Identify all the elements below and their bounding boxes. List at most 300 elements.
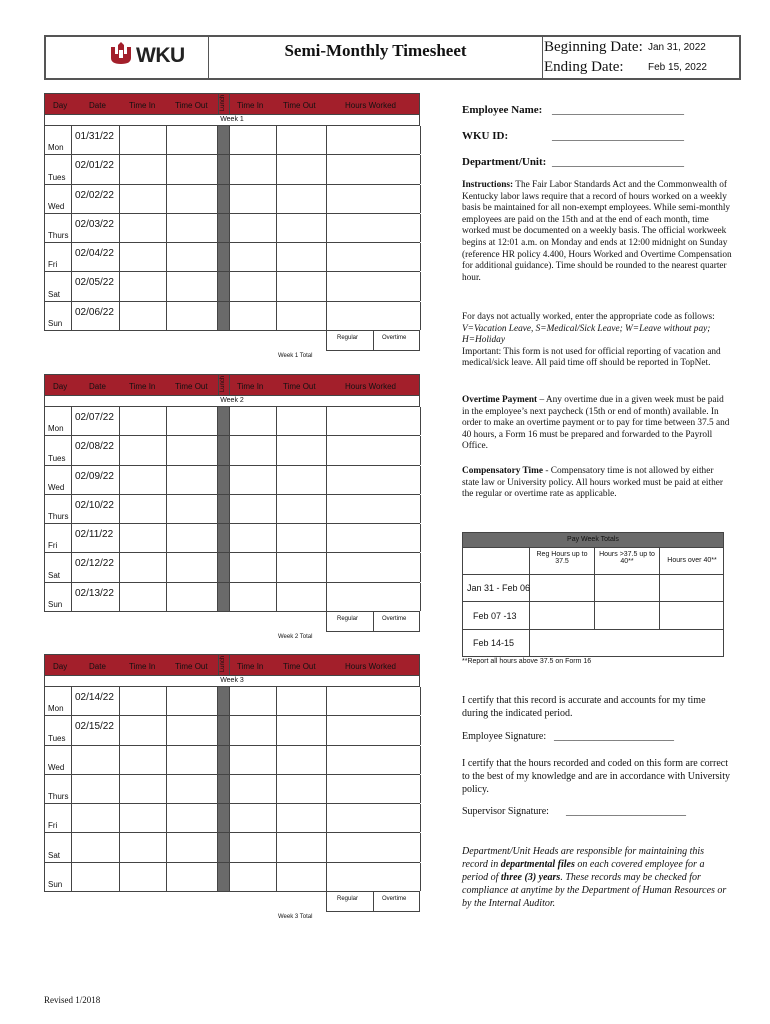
overtime-body: – Any overtime due in a given week must be paid in the employee’s next paycheck (15th or end of month) available. In order to make an overtime payment or to pay for time between 37.5 and 40 hours, a Form 16 must be prepared and forwarded to the Payroll Office. — [462, 395, 730, 452]
lunch-cell[interactable] — [218, 804, 230, 832]
day-name: Sat — [48, 850, 61, 860]
time-cell[interactable] — [167, 495, 218, 523]
lunch-cell[interactable] — [218, 553, 230, 581]
pay-totals-title: Pay Week Totals — [463, 533, 723, 547]
wku-logo — [110, 42, 190, 72]
time-cell[interactable] — [230, 243, 277, 271]
lunch-cell[interactable] — [218, 302, 230, 330]
week-total-label: Week 2 Total — [278, 634, 313, 641]
time-cell[interactable] — [230, 804, 277, 832]
time-cell[interactable] — [167, 716, 218, 744]
time-cell[interactable] — [167, 126, 218, 154]
time-cell[interactable] — [327, 833, 421, 861]
day-name: Thurs — [48, 231, 69, 241]
overtime-text — [462, 395, 732, 453]
time-cell[interactable] — [167, 775, 218, 803]
week-grid — [44, 407, 420, 612]
time-cell[interactable] — [230, 524, 277, 552]
time-cell[interactable] — [327, 583, 421, 611]
lunch-cell[interactable] — [218, 495, 230, 523]
retention-text-1: Department/Unit Heads are responsible for maintaining this record in — [462, 846, 705, 870]
department-label: Department/Unit: — [462, 156, 547, 168]
instructions-text — [462, 180, 732, 284]
day-name: Mon — [48, 704, 64, 714]
column-header-time-out2: Time Out — [283, 382, 316, 391]
day-row — [45, 155, 420, 184]
week-3-table — [44, 654, 420, 924]
time-cell[interactable] — [277, 407, 327, 435]
time-cell[interactable] — [120, 302, 167, 330]
day-row — [45, 775, 420, 804]
employee-name-label: Employee Name: — [462, 104, 543, 116]
column-header-time-out: Time Out — [175, 101, 208, 110]
time-cell[interactable] — [120, 214, 167, 242]
lunch-cell[interactable] — [218, 716, 230, 744]
day-name: Sun — [48, 319, 63, 329]
row-date[interactable]: 02/04/22 — [75, 248, 114, 260]
time-cell[interactable] — [230, 553, 277, 581]
column-header-hours: Hours Worked — [345, 382, 396, 391]
lunch-column-header — [218, 375, 230, 395]
time-cell[interactable] — [327, 466, 421, 494]
day-row — [45, 466, 420, 495]
day-name: Tues — [48, 733, 66, 743]
time-cell[interactable] — [167, 466, 218, 494]
time-cell[interactable] — [327, 775, 421, 803]
column-header-date: Date — [89, 101, 106, 110]
lunch-cell[interactable] — [218, 185, 230, 213]
employee-signature-line[interactable]: ________________________ — [554, 731, 674, 742]
lunch-column-header — [218, 94, 230, 114]
time-cell — [72, 863, 120, 891]
week-2-table — [44, 374, 420, 644]
time-cell[interactable] — [277, 302, 327, 330]
time-cell[interactable] — [277, 524, 327, 552]
time-cell[interactable] — [167, 407, 218, 435]
instructions-body: The Fair Labor Standards Act and the Commonwealth of Kentucky labor laws require that a record of hours worked on a weekly basis be maintained for all non-exempt employees. While semi-monthly employees are paid on the 15th and at the end of each month, time worked must be documented on a weekly basis. The official workweek begins at 12:01 a.m. on Monday and ends at 12:00 midnight on Sunday (reference HR policy 4.400, Hours Worked and Overtime Compensation for additional guidance). Time should be rounded to the nearest quarter hour. — [462, 180, 732, 283]
time-cell[interactable] — [327, 746, 421, 774]
time-cell[interactable] — [120, 495, 167, 523]
day-name: Fri — [48, 541, 58, 551]
time-cell[interactable] — [167, 553, 218, 581]
lunch-cell[interactable] — [218, 524, 230, 552]
pay-col-over: Hours over 40** — [667, 557, 717, 564]
column-header-date: Date — [89, 382, 106, 391]
week-total-section — [44, 612, 420, 644]
week-1-table — [44, 93, 420, 363]
time-cell[interactable] — [120, 524, 167, 552]
time-cell[interactable] — [230, 272, 277, 300]
day-row — [45, 185, 420, 214]
time-cell[interactable] — [327, 863, 421, 891]
time-cell[interactable] — [230, 214, 277, 242]
lunch-label: Lunch — [220, 375, 227, 393]
time-cell[interactable] — [120, 746, 167, 774]
time-cell[interactable] — [230, 833, 277, 861]
time-cell[interactable] — [230, 716, 277, 744]
pay-row-2[interactable] — [463, 601, 723, 629]
regular-label: Regular — [337, 335, 359, 342]
row-date[interactable]: 02/11/22 — [75, 529, 114, 541]
week-total-box[interactable] — [326, 612, 420, 632]
pay-row-label: Feb 07 -13 — [473, 611, 517, 621]
time-cell[interactable] — [230, 746, 277, 774]
codes-intro: For days not actually worked, enter the appropriate code as follows: — [462, 312, 715, 322]
row-date[interactable]: 02/09/22 — [75, 470, 114, 482]
pay-week-totals-table — [462, 532, 724, 657]
day-name: Wed — [48, 762, 65, 772]
column-header-time-out: Time Out — [175, 382, 208, 391]
overtime-label: Overtime — [382, 616, 407, 623]
week-total-label: Week 1 Total — [278, 353, 313, 360]
time-cell[interactable] — [167, 804, 218, 832]
row-date[interactable]: 02/08/22 — [75, 441, 114, 453]
lunch-cell[interactable] — [218, 833, 230, 861]
day-name: Wed — [48, 201, 65, 211]
time-cell[interactable] — [277, 687, 327, 715]
time-cell[interactable] — [120, 804, 167, 832]
time-cell[interactable] — [327, 524, 421, 552]
pay-row-label: Jan 31 - Feb 06 — [467, 583, 531, 593]
week-total-label: Week 3 Total — [278, 914, 313, 921]
column-header-time-in2: Time In — [237, 382, 264, 391]
time-cell[interactable] — [120, 436, 167, 464]
lunch-label: Lunch — [220, 94, 227, 112]
time-cell — [72, 775, 120, 803]
day-name: Fri — [48, 260, 58, 270]
time-cell[interactable] — [277, 272, 327, 300]
beginning-date-value[interactable]: Jan 31, 2022 — [648, 42, 706, 53]
employee-name-field[interactable] — [462, 104, 684, 116]
time-cell[interactable] — [167, 687, 218, 715]
pay-col-mid: Hours >37.5 up to 40** — [599, 551, 655, 565]
column-header-time-in: Time In — [129, 101, 156, 110]
time-cell[interactable] — [327, 553, 421, 581]
day-row — [45, 687, 420, 716]
time-cell[interactable] — [230, 155, 277, 183]
lunch-cell[interactable] — [218, 272, 230, 300]
page-title: Semi-Monthly Timesheet — [208, 37, 543, 78]
lunch-cell[interactable] — [218, 746, 230, 774]
column-header-day: Day — [53, 662, 68, 671]
ending-date-label: Ending Date: — [544, 59, 624, 75]
week-label: Week 2 — [44, 396, 420, 407]
time-cell[interactable] — [277, 716, 327, 744]
ending-date-value[interactable]: Feb 15, 2022 — [648, 62, 707, 73]
row-date[interactable]: 02/06/22 — [75, 306, 114, 318]
row-date[interactable]: 02/07/22 — [75, 412, 114, 423]
time-cell[interactable] — [167, 524, 218, 552]
lunch-cell[interactable] — [218, 687, 230, 715]
time-cell[interactable] — [120, 833, 167, 861]
time-cell[interactable] — [167, 185, 218, 213]
time-cell[interactable] — [120, 466, 167, 494]
lunch-cell[interactable] — [218, 863, 230, 891]
time-cell[interactable] — [327, 302, 421, 330]
time-cell[interactable] — [230, 302, 277, 330]
lunch-cell[interactable] — [218, 243, 230, 271]
time-cell[interactable] — [277, 436, 327, 464]
comp-heading: Compensatory Time — [462, 466, 544, 476]
employee-name-line[interactable]: ________________________ — [552, 104, 684, 116]
time-cell[interactable] — [230, 407, 277, 435]
time-cell[interactable] — [120, 407, 167, 435]
row-date[interactable]: 02/02/22 — [75, 189, 114, 201]
week-header-row — [44, 93, 420, 115]
time-cell[interactable] — [120, 775, 167, 803]
time-cell[interactable] — [327, 495, 421, 523]
pay-row-1[interactable] — [463, 574, 723, 601]
week-header-row — [44, 374, 420, 396]
day-name: Tues — [48, 172, 66, 182]
time-cell[interactable] — [167, 863, 218, 891]
comp-time-text — [462, 466, 732, 501]
employee-signature-field[interactable] — [462, 731, 674, 742]
week-label: Week 1 — [44, 115, 420, 126]
pay-totals-note: **Report all hours above 37.5 on Form 16 — [462, 658, 592, 665]
time-cell[interactable] — [120, 126, 167, 154]
week-total-box[interactable] — [326, 331, 420, 351]
time-cell[interactable] — [327, 687, 421, 715]
lunch-cell[interactable] — [218, 214, 230, 242]
comp-body: - Compensatory time is not allowed by either state law or University policy. All hours worked must be paid at either the regular or overtime rate as applicable. — [462, 466, 723, 500]
week-total-section — [44, 892, 420, 924]
pay-row-3[interactable] — [463, 629, 723, 656]
retention-note — [462, 845, 732, 910]
time-cell[interactable] — [277, 804, 327, 832]
day-row — [45, 863, 420, 892]
time-cell[interactable] — [327, 436, 421, 464]
time-cell[interactable] — [277, 495, 327, 523]
time-cell[interactable] — [120, 185, 167, 213]
time-cell[interactable] — [327, 804, 421, 832]
day-name: Tues — [48, 453, 66, 463]
day-row — [45, 746, 420, 775]
time-cell[interactable] — [120, 863, 167, 891]
day-name: Thurs — [48, 512, 69, 522]
time-cell[interactable] — [167, 272, 218, 300]
week-label: Week 3 — [44, 676, 420, 687]
column-header-hours: Hours Worked — [345, 662, 396, 671]
day-row — [45, 524, 420, 553]
row-date[interactable]: 02/05/22 — [75, 277, 114, 289]
supervisor-signature-field[interactable] — [462, 806, 686, 817]
lunch-cell[interactable] — [218, 155, 230, 183]
time-cell[interactable] — [277, 126, 327, 154]
time-cell[interactable] — [167, 214, 218, 242]
lunch-cell[interactable] — [218, 583, 230, 611]
time-cell[interactable] — [277, 466, 327, 494]
regular-label: Regular — [337, 896, 359, 903]
lunch-cell[interactable] — [218, 775, 230, 803]
retention-text-3: . These records may be checked for compliance at anytime by the Department of Human Resources or by the Internal Auditor. — [462, 872, 727, 909]
day-row — [45, 302, 420, 331]
time-cell[interactable] — [120, 272, 167, 300]
column-header-date: Date — [89, 662, 106, 671]
codes-list: V=Vacation Leave, S=Medical/Sick Leave; W=Leave without pay; H=Holiday — [462, 323, 711, 346]
department-line[interactable]: ________________________ — [552, 156, 684, 168]
time-cell[interactable] — [277, 583, 327, 611]
revised-footer: Revised 1/2018 — [44, 995, 101, 1005]
day-name: Fri — [48, 821, 58, 831]
time-cell[interactable] — [167, 155, 218, 183]
time-cell[interactable] — [327, 407, 421, 435]
supervisor-signature-line[interactable]: ________________________ — [566, 806, 686, 817]
wku-cupola-icon — [110, 42, 132, 66]
time-cell — [72, 746, 120, 774]
time-cell[interactable] — [277, 553, 327, 581]
pay-col-reg: Reg Hours up to 37.5 — [536, 551, 588, 565]
day-name: Sat — [48, 289, 61, 299]
row-date[interactable]: 02/01/22 — [75, 160, 114, 172]
time-cell[interactable] — [167, 436, 218, 464]
row-date[interactable]: 02/13/22 — [75, 587, 114, 599]
week-total-section — [44, 331, 420, 363]
column-header-time-in2: Time In — [237, 662, 264, 671]
instructions-heading: Instructions: — [462, 180, 514, 190]
retention-bold-2: three (3) years — [500, 872, 561, 883]
pay-totals-header-row — [463, 547, 723, 574]
column-header-time-out2: Time Out — [283, 101, 316, 110]
overtime-label: Overtime — [382, 896, 407, 903]
week-grid — [44, 126, 420, 331]
column-header-time-in: Time In — [129, 662, 156, 671]
time-cell[interactable] — [230, 436, 277, 464]
supervisor-signature-label: Supervisor Signature: — [462, 806, 549, 817]
regular-label: Regular — [337, 616, 359, 623]
row-date[interactable]: 02/10/22 — [75, 499, 114, 511]
time-cell[interactable] — [327, 716, 421, 744]
overtime-label: Overtime — [382, 335, 407, 342]
time-cell[interactable] — [120, 583, 167, 611]
time-cell[interactable] — [327, 272, 421, 300]
day-row — [45, 436, 420, 465]
day-name: Wed — [48, 482, 65, 492]
department-field[interactable] — [462, 156, 684, 168]
row-date[interactable]: 02/14/22 — [75, 692, 114, 703]
wku-id-line[interactable]: ________________________ — [552, 130, 684, 142]
pay-row-label: Feb 14-15 — [473, 638, 515, 648]
retention-bold-1: departmental files — [500, 859, 575, 870]
column-header-time-out: Time Out — [175, 662, 208, 671]
week-total-box[interactable] — [326, 892, 420, 912]
time-cell[interactable] — [277, 155, 327, 183]
retention-text-2: on each covered employee for a period of — [462, 859, 705, 883]
day-row — [45, 553, 420, 582]
supervisor-certification: I certify that the hours recorded and coded on this form are correct to the best of my knowledge and are in accordance with University policy. — [462, 758, 730, 795]
week-grid — [44, 687, 420, 892]
lunch-cell[interactable] — [218, 126, 230, 154]
row-date[interactable]: 02/12/22 — [75, 558, 114, 570]
day-row — [45, 495, 420, 524]
time-cell[interactable] — [120, 243, 167, 271]
time-cell[interactable] — [230, 495, 277, 523]
week-header-row — [44, 654, 420, 676]
time-cell[interactable] — [277, 214, 327, 242]
day-row — [45, 716, 420, 745]
time-cell[interactable] — [327, 214, 421, 242]
wku-id-label: WKU ID: — [462, 130, 509, 142]
day-row — [45, 804, 420, 833]
row-date[interactable]: 01/31/22 — [75, 131, 114, 142]
column-header-time-in: Time In — [129, 382, 156, 391]
time-cell[interactable] — [167, 746, 218, 774]
time-cell[interactable] — [327, 243, 421, 271]
time-cell[interactable] — [230, 583, 277, 611]
time-cell[interactable] — [120, 687, 167, 715]
time-cell[interactable] — [230, 863, 277, 891]
day-row — [45, 214, 420, 243]
day-row — [45, 833, 420, 862]
day-name: Thurs — [48, 792, 69, 802]
time-cell[interactable] — [277, 185, 327, 213]
day-row — [45, 407, 420, 436]
overtime-heading: Overtime Payment — [462, 395, 538, 405]
time-cell[interactable] — [327, 126, 421, 154]
employee-certification: I certify that this record is accurate and accounts for my time during the indicated period. — [462, 695, 706, 719]
time-cell[interactable] — [230, 775, 277, 803]
lunch-label: Lunch — [220, 655, 227, 673]
leave-codes-text — [462, 312, 732, 370]
lunch-cell[interactable] — [218, 407, 230, 435]
row-date[interactable]: 02/03/22 — [75, 218, 114, 230]
day-row — [45, 583, 420, 612]
time-cell[interactable] — [167, 243, 218, 271]
column-header-hours: Hours Worked — [345, 101, 396, 110]
time-cell[interactable] — [277, 746, 327, 774]
time-cell[interactable] — [230, 466, 277, 494]
time-cell[interactable] — [277, 863, 327, 891]
time-cell[interactable] — [120, 553, 167, 581]
time-cell[interactable] — [167, 302, 218, 330]
time-cell[interactable] — [230, 687, 277, 715]
lunch-cell[interactable] — [218, 466, 230, 494]
time-cell[interactable] — [277, 243, 327, 271]
day-name: Sun — [48, 880, 63, 890]
time-cell[interactable] — [277, 833, 327, 861]
day-row — [45, 243, 420, 272]
column-header-time-in2: Time In — [237, 101, 264, 110]
day-name: Sun — [48, 600, 63, 610]
time-cell[interactable] — [277, 775, 327, 803]
day-row — [45, 272, 420, 301]
form-header — [44, 35, 741, 80]
important-note: Important: This form is not used for official reporting of vacation and medical/sick leave. All paid time off should be reported in TopNet. — [462, 346, 721, 369]
wku-id-field[interactable] — [462, 130, 684, 142]
time-cell[interactable] — [167, 583, 218, 611]
column-header-day: Day — [53, 101, 68, 110]
lunch-column-header — [218, 655, 230, 675]
day-row — [45, 126, 420, 155]
time-cell[interactable] — [230, 126, 277, 154]
time-cell[interactable] — [120, 716, 167, 744]
employee-signature-label: Employee Signature: — [462, 731, 547, 742]
time-cell[interactable] — [327, 155, 421, 183]
time-cell[interactable] — [167, 833, 218, 861]
column-header-time-out2: Time Out — [283, 662, 316, 671]
time-cell — [72, 804, 120, 832]
lunch-cell[interactable] — [218, 436, 230, 464]
logo-text: WKU — [136, 44, 185, 67]
row-date[interactable]: 02/15/22 — [75, 721, 114, 733]
time-cell[interactable] — [327, 185, 421, 213]
beginning-date-label: Beginning Date: — [544, 39, 643, 55]
time-cell[interactable] — [120, 155, 167, 183]
day-name: Mon — [48, 143, 64, 153]
time-cell — [72, 833, 120, 861]
time-cell[interactable] — [230, 185, 277, 213]
day-name: Sat — [48, 570, 61, 580]
